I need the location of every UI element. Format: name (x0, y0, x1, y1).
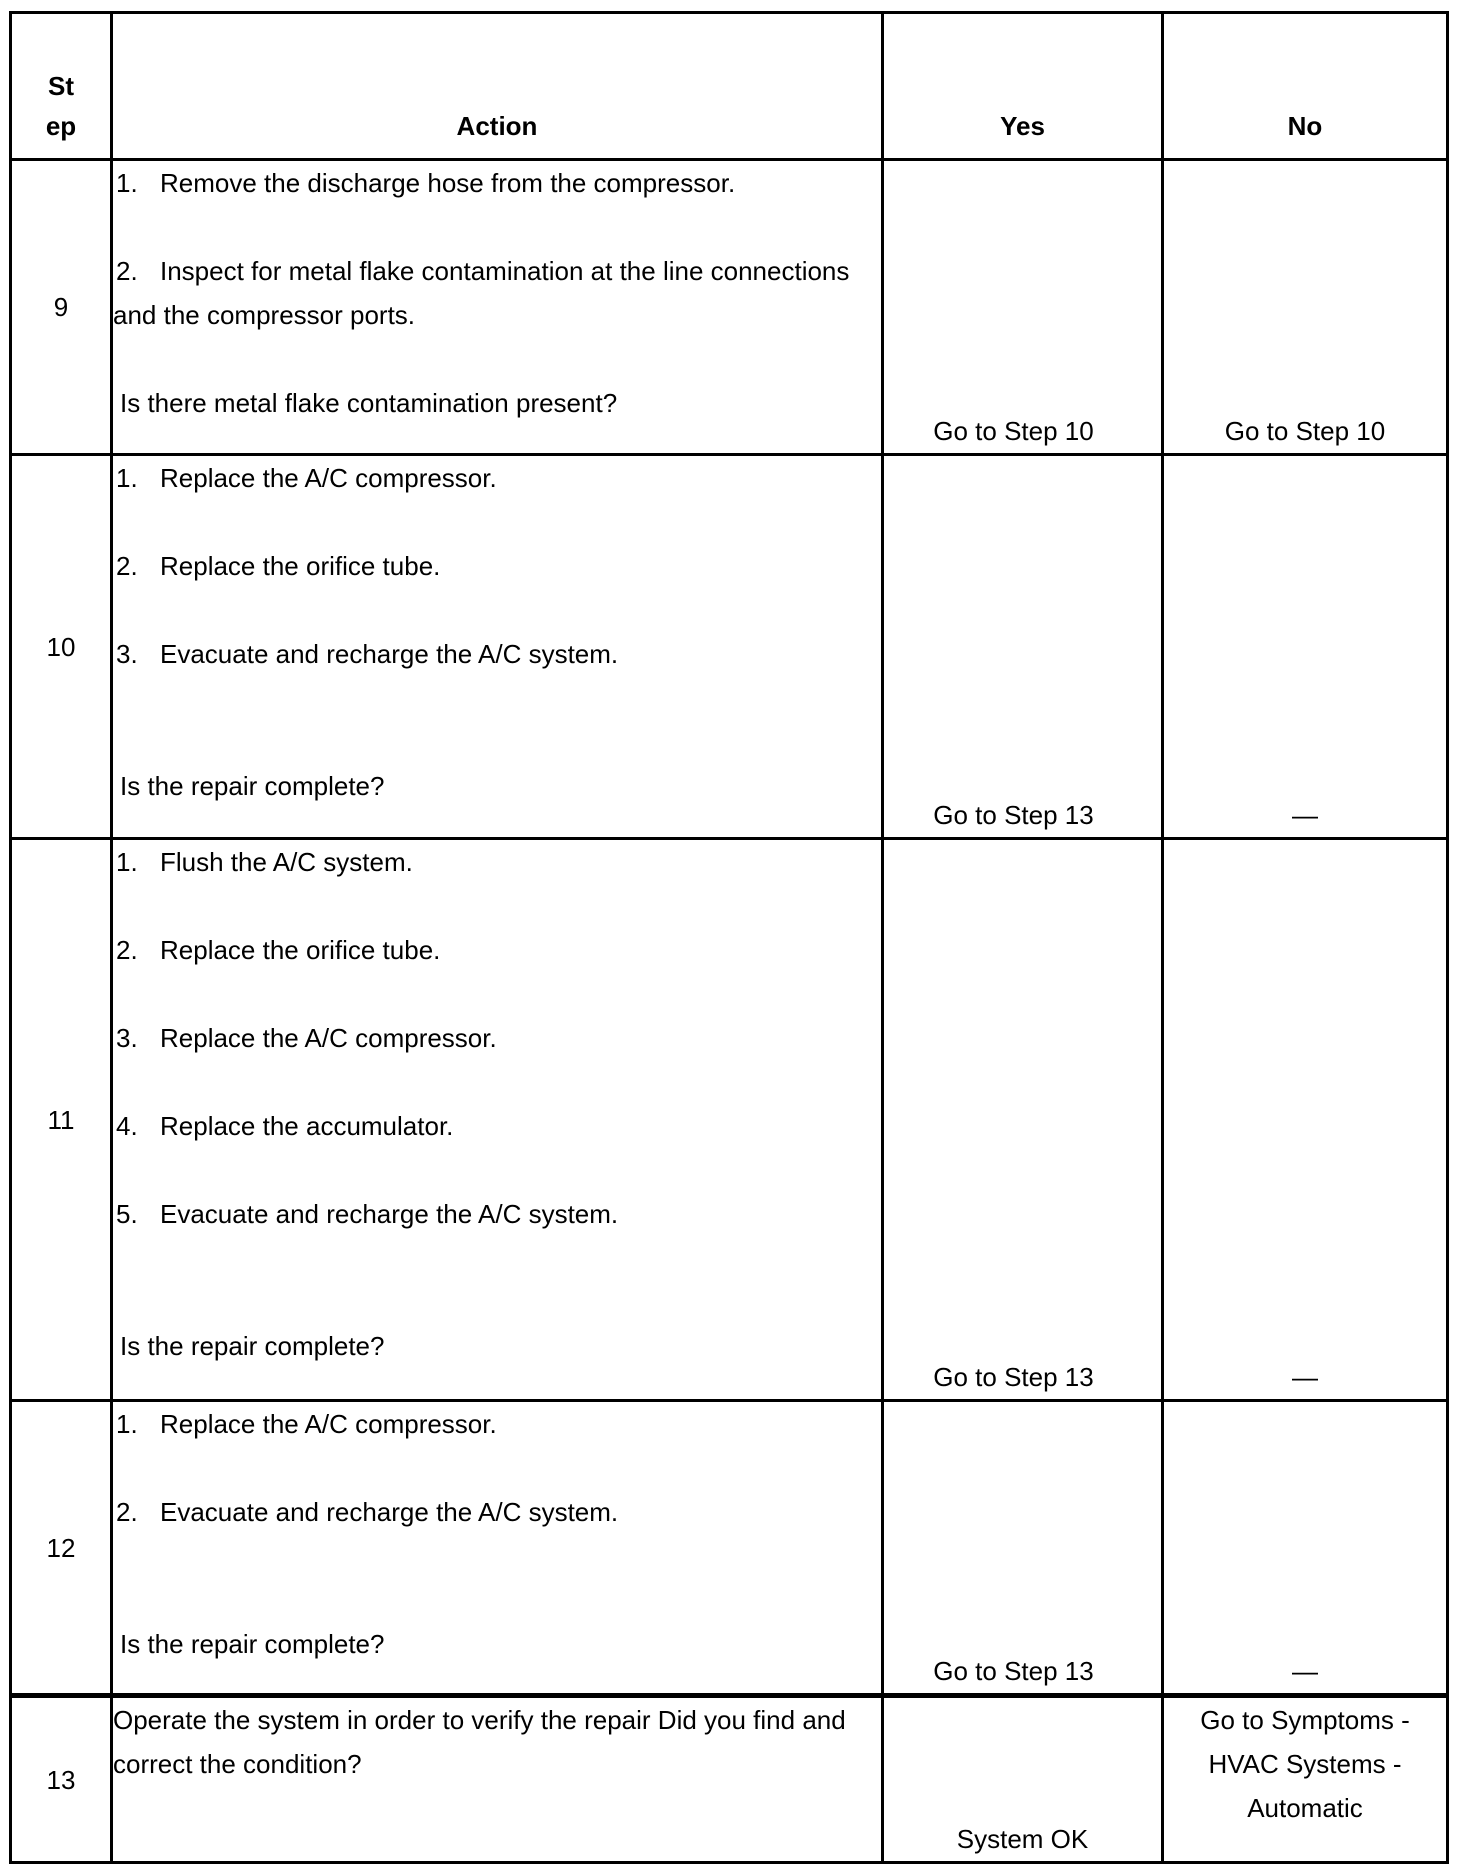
table-row (11, 1696, 1448, 1863)
action-cell (112, 160, 883, 455)
table-row (11, 160, 1448, 455)
no-answer: — (1163, 455, 1448, 839)
action-item: 2. Evacuate and recharge the A/C system. (116, 1497, 619, 1527)
yes-answer: Go to Step 13 (883, 1401, 1163, 1696)
question: Is there metal flake contamination present? (120, 388, 618, 418)
action-item: 4. Replace the accumulator. (116, 1111, 454, 1141)
action-item: 2. Replace the orifice tube. (116, 935, 441, 965)
header-yes: Yes (883, 13, 1163, 160)
action-item: 5. Evacuate and recharge the A/C system. (116, 1199, 619, 1229)
question: Is the repair complete? (120, 1331, 385, 1361)
action-item: 2. Replace the orifice tube. (116, 551, 441, 581)
step-number: 12 (11, 1401, 112, 1696)
action-item: 3. Evacuate and recharge the A/C system. (116, 639, 619, 669)
action-item: 1. Replace the A/C compressor. (116, 463, 497, 493)
header-no: No (1163, 13, 1448, 160)
step-number: 9 (11, 160, 112, 455)
table-row (11, 455, 1448, 839)
step-number: 10 (11, 455, 112, 839)
action-cell (112, 839, 883, 1401)
action-cell (112, 1401, 883, 1696)
question: Is the repair complete? (120, 771, 385, 801)
question: Is the repair complete? (120, 1629, 385, 1659)
header-step: St ep (11, 13, 112, 160)
step-number: 13 (11, 1696, 112, 1863)
no-answer: Go to Step 10 (1163, 160, 1448, 455)
yes-answer: System OK (883, 1696, 1163, 1863)
action-item: 1. Flush the A/C system. (116, 847, 413, 877)
no-answer: — (1163, 1401, 1448, 1696)
header-action: Action (112, 13, 883, 160)
yes-answer: Go to Step 13 (883, 839, 1163, 1401)
step-number: 11 (11, 839, 112, 1401)
action-item: 2. Inspect for metal flake contamination at the line connections and the compressor ports. (113, 256, 850, 330)
action-item: 1. Remove the discharge hose from the compressor. (116, 168, 736, 198)
table-row (11, 1401, 1448, 1696)
action-cell (112, 455, 883, 839)
yes-answer: Go to Step 10 (883, 160, 1163, 455)
diagnostic-table (9, 11, 1449, 1864)
yes-answer: Go to Step 13 (883, 455, 1163, 839)
header-row (11, 13, 1448, 160)
no-answer: — (1163, 839, 1448, 1401)
action-cell: Operate the system in order to verify the repair Did you find and correct the condition? (112, 1696, 883, 1863)
no-answer: Go to Symptoms - HVAC Systems - Automatic (1163, 1696, 1448, 1863)
action-item: 1. Replace the A/C compressor. (116, 1409, 497, 1439)
action-item: 3. Replace the A/C compressor. (116, 1023, 497, 1053)
table-row (11, 839, 1448, 1401)
